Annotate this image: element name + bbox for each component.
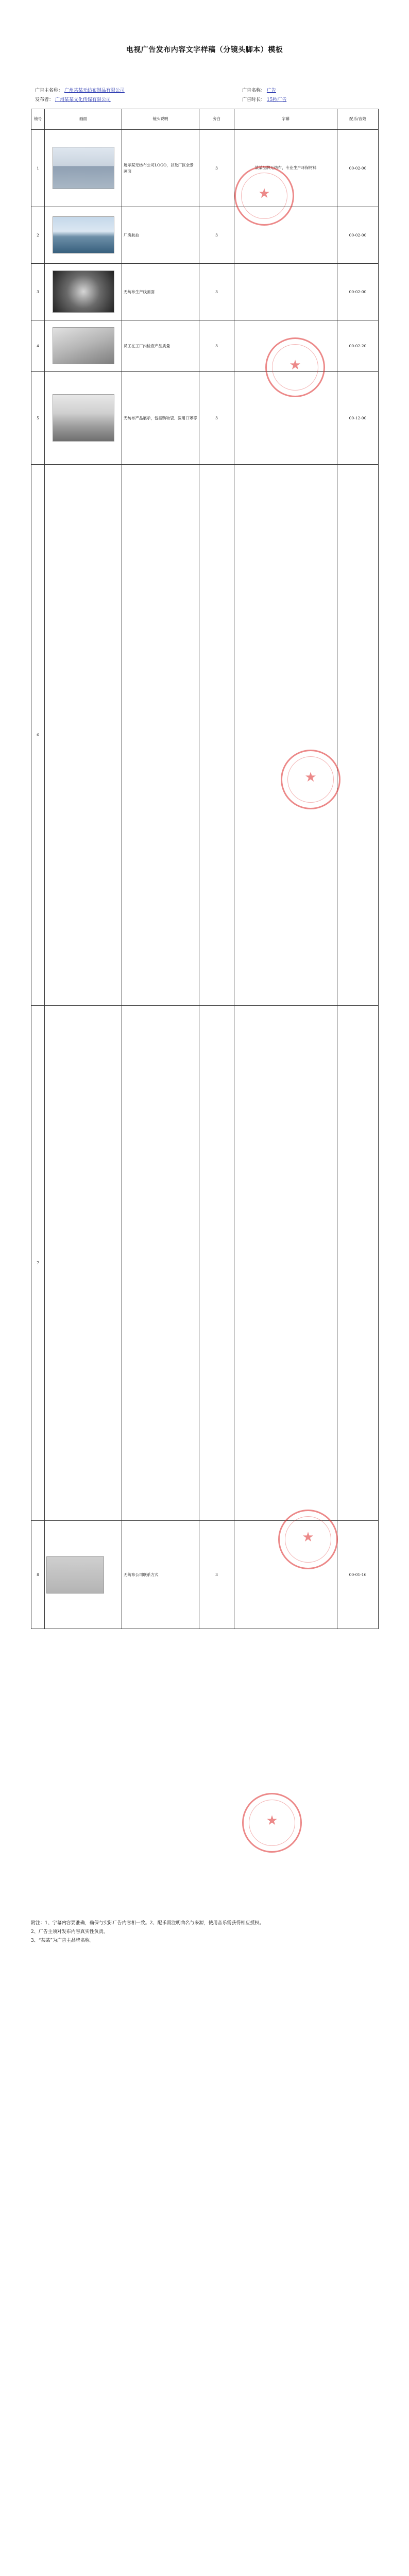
seaside-image [53,216,114,253]
row-date: 00-02-00 [337,207,379,264]
row-media [45,264,122,320]
advertiser-label: 广告主名称： [35,88,63,93]
table-row [31,320,379,372]
row-count [199,1006,234,1521]
duration-row [242,96,286,103]
header-count: 旁白 [199,109,234,130]
row-date: 00-01-16 [337,1521,379,1629]
header-media: 画面 [45,109,122,130]
page-title: 电视广告发布内容文字样稿（分镜头脚本）模板 [126,46,283,54]
row-count: 3 [199,1521,234,1629]
publisher-label: 发布者： [35,97,54,103]
row-subtitle [234,207,337,264]
row-date: 00-02-20 [337,320,379,372]
row-count: 3 [199,207,234,264]
row-count: 3 [199,264,234,320]
notes [31,1919,378,1945]
table-row [31,465,379,1006]
row-index: 6 [31,465,45,1006]
row-media [45,1006,122,1521]
row-media [45,1521,122,1629]
row-subtitle [234,1521,337,1629]
ad-name-label: 广告名称： [242,88,266,93]
row-subtitle [234,264,337,320]
row-count: 3 [199,130,234,207]
note-line: 附注：1、字幕内容要准确，确保与实际广告内容相一致。2、配乐需注明曲名与来源，使用音乐需获得相应授权。 [31,1921,264,1926]
storyboard-table [31,109,379,1629]
row-index: 2 [31,207,45,264]
row-count [199,465,234,1006]
row-date [337,465,379,1006]
row-subtitle: 某某品牌无纺布，专业生产环保材料 [234,130,337,207]
header-date: 配乐/音效 [337,109,379,130]
row-desc [122,1006,199,1521]
advertiser-row [35,87,125,93]
row-desc: 无纺布产品展示，包括购物袋、医用口罩等 [122,372,199,465]
row-index: 4 [31,320,45,372]
production-image [53,270,114,313]
row-media [45,372,122,465]
note-line: 3、“某某”为广告主品牌名称。 [31,1938,94,1944]
header-subtitle: 字幕 [234,109,337,130]
row-count: 3 [199,372,234,465]
table-row [31,372,379,465]
row-media [45,320,122,372]
row-index: 1 [31,130,45,207]
table-row [31,264,379,320]
row-desc: 展示某无纺布公司LOGO，以及厂区全景画面 [122,130,199,207]
row-date [337,1006,379,1521]
row-subtitle [234,320,337,372]
header-index: 镜号 [31,109,45,130]
row-desc: 无纺布公司联系方式 [122,1521,199,1629]
row-subtitle [234,372,337,465]
header-desc: 镜头说明 [122,109,199,130]
red-seal-stamp [242,1793,302,1853]
duration-label: 广告时长： [242,97,266,103]
row-subtitle [234,465,337,1006]
ad-name-value: 广告 [266,88,276,93]
table-header-row [31,109,379,130]
row-desc: 厂房航拍 [122,207,199,264]
row-media [45,207,122,264]
row-media [45,130,122,207]
row-date: 00-02-00 [337,130,379,207]
row-date: 00-02-00 [337,264,379,320]
row-index: 5 [31,372,45,465]
row-count: 3 [199,320,234,372]
product-image [53,394,114,442]
table-row [31,1006,379,1521]
row-date: 00-12-00 [337,372,379,465]
note-line: 2、广告主须对发布内容真实性负责。 [31,1929,108,1935]
office-image [53,147,114,189]
row-subtitle [234,1006,337,1521]
row-desc: 员工在工厂内检查产品质量 [122,320,199,372]
row-desc: 无纺布生产线画面 [122,264,199,320]
table-row [31,130,379,207]
publisher-row [35,96,111,103]
duration-value: 15秒广告 [266,97,287,103]
row-media [45,465,122,1006]
advertiser-value: 广州某某无纺布制品有限公司 [64,88,125,93]
worker-image [53,327,114,364]
row-index: 7 [31,1006,45,1521]
table-row [31,1521,379,1629]
publisher-value: 广州某某文化传媒有限公司 [55,97,111,103]
ad-name-row [242,87,276,93]
row-index: 8 [31,1521,45,1629]
table-row [31,207,379,264]
row-desc [122,465,199,1006]
row-index: 3 [31,264,45,320]
contact-image [46,1556,104,1594]
